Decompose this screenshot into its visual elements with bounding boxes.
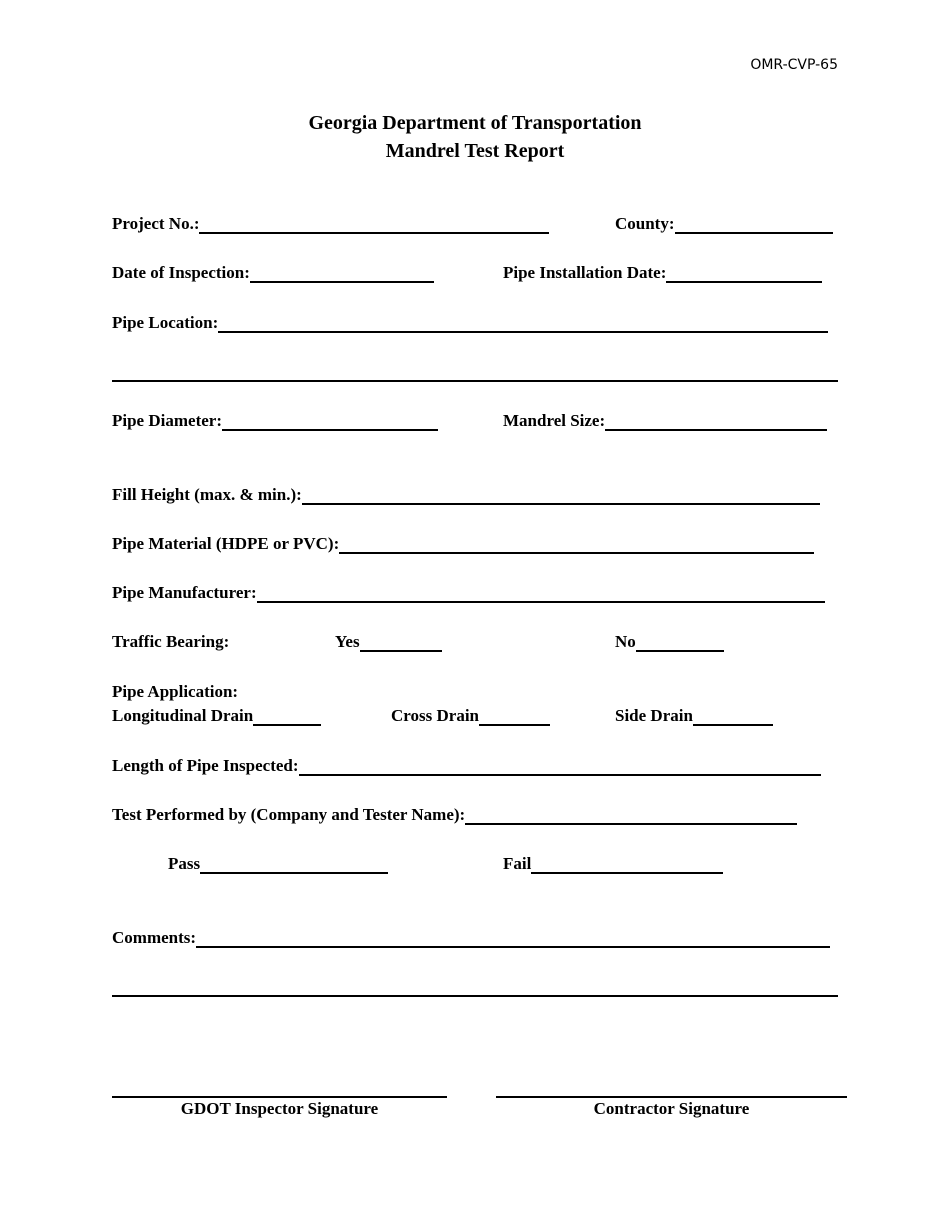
- contractor-signature-label: Contractor Signature: [593, 1099, 750, 1118]
- pipe-manufacturer-row: [112, 581, 825, 603]
- form-code: OMR-CVP-65: [750, 57, 838, 73]
- fail-label: Fail: [503, 854, 532, 873]
- length-inspected-field[interactable]: [299, 758, 821, 776]
- date-of-inspection-field[interactable]: [250, 265, 434, 283]
- longitudinal-drain-field[interactable]: [253, 708, 321, 726]
- pipe-manufacturer-field[interactable]: [257, 585, 825, 603]
- traffic-bearing-yes: [335, 630, 442, 652]
- test-performed-by-label: Test Performed by (Company and Tester Name):: [112, 805, 466, 824]
- comments-row: [112, 926, 830, 948]
- test-performed-by-row: [112, 803, 797, 825]
- comments-label: Comments:: [112, 928, 197, 947]
- pipe-diameter-row: [112, 409, 438, 431]
- pass-field[interactable]: [200, 856, 388, 874]
- pipe-material-field[interactable]: [339, 536, 814, 554]
- contractor-signature-line[interactable]: [496, 1096, 847, 1098]
- pipe-material-label: Pipe Material (HDPE or PVC):: [112, 534, 340, 553]
- mandrel-size-field[interactable]: [605, 413, 827, 431]
- date-of-inspection-label: Date of Inspection:: [112, 263, 250, 282]
- length-inspected-label: Length of Pipe Inspected:: [112, 756, 299, 775]
- traffic-bearing-no-label: No: [615, 632, 636, 651]
- pipe-material-row: [112, 532, 814, 554]
- gdot-inspector-signature-label: GDOT Inspector Signature: [180, 1099, 379, 1118]
- cross-drain-label: Cross Drain: [391, 706, 479, 725]
- length-inspected-row: [112, 754, 821, 776]
- pass-row: [168, 852, 388, 874]
- side-drain: [615, 704, 773, 726]
- pipe-manufacturer-label: Pipe Manufacturer:: [112, 583, 257, 602]
- project-no-row: [112, 212, 549, 234]
- mandrel-size-row: [503, 409, 827, 431]
- traffic-bearing-row: [112, 630, 229, 652]
- test-performed-by-field[interactable]: [465, 807, 797, 825]
- pipe-installation-date-row: [503, 261, 822, 283]
- side-drain-label: Side Drain: [615, 706, 693, 725]
- pass-label: Pass: [168, 854, 201, 873]
- fail-row: [503, 852, 723, 874]
- traffic-bearing-no: [615, 630, 724, 652]
- pipe-application-label: Pipe Application:: [112, 682, 239, 701]
- cross-drain: [391, 704, 550, 726]
- county-row: [615, 212, 833, 234]
- pipe-diameter-label: Pipe Diameter:: [112, 411, 222, 430]
- fill-height-field[interactable]: [302, 487, 820, 505]
- county-label: County:: [615, 214, 675, 233]
- fill-height-row: [112, 483, 820, 505]
- mandrel-size-label: Mandrel Size:: [503, 411, 606, 430]
- pipe-installation-date-label: Pipe Installation Date:: [503, 263, 667, 282]
- pipe-location-field[interactable]: [218, 315, 828, 333]
- pipe-location-label: Pipe Location:: [112, 313, 219, 332]
- gdot-inspector-signature-line[interactable]: [112, 1096, 447, 1098]
- county-field[interactable]: [675, 216, 833, 234]
- report-title: Mandrel Test Report: [385, 140, 565, 162]
- traffic-bearing-yes-label: Yes: [335, 632, 360, 651]
- project-no-field[interactable]: [199, 216, 549, 234]
- fill-height-label: Fill Height (max. & min.):: [112, 485, 302, 504]
- pipe-location-continuation-line[interactable]: [112, 380, 838, 382]
- comments-continuation-line[interactable]: [112, 995, 838, 997]
- project-no-label: Project No.:: [112, 214, 200, 233]
- pipe-location-row: [112, 311, 828, 333]
- traffic-bearing-no-field[interactable]: [636, 634, 724, 652]
- date-of-inspection-row: [112, 261, 434, 283]
- pipe-installation-date-field[interactable]: [666, 265, 822, 283]
- comments-field[interactable]: [196, 930, 830, 948]
- traffic-bearing-label: Traffic Bearing:: [112, 632, 230, 651]
- agency-title: Georgia Department of Transportation: [308, 112, 642, 134]
- traffic-bearing-yes-field[interactable]: [360, 634, 442, 652]
- fail-field[interactable]: [531, 856, 723, 874]
- side-drain-field[interactable]: [693, 708, 773, 726]
- longitudinal-drain-label: Longitudinal Drain: [112, 706, 254, 725]
- cross-drain-field[interactable]: [479, 708, 550, 726]
- pipe-diameter-field[interactable]: [222, 413, 438, 431]
- longitudinal-drain: [112, 704, 321, 726]
